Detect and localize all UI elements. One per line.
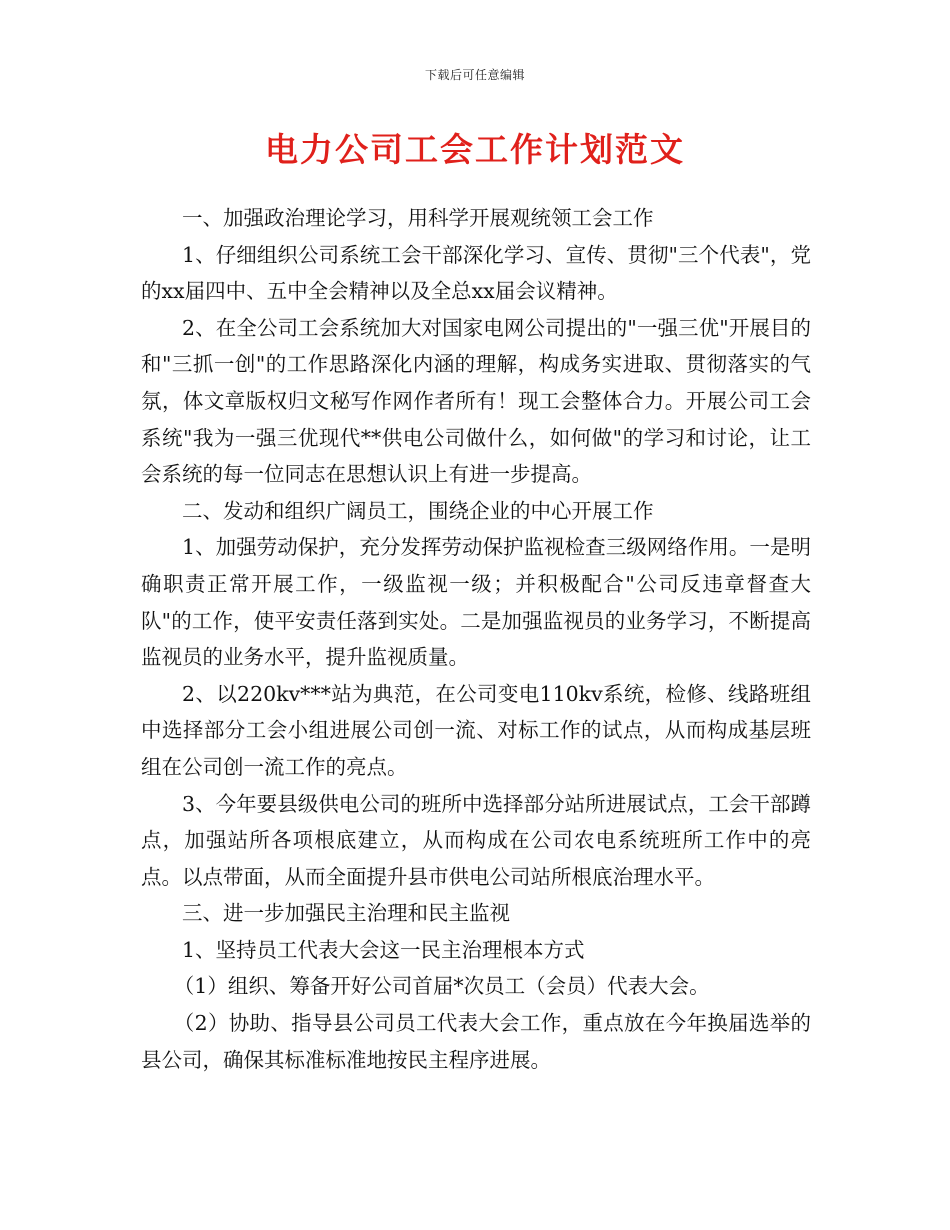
paragraph: 1、加强劳动保护，充分发挥劳动保护监视检查三级网络作用。一是明确职责正常开展工作，一级监视一级；并积极配合"公司反违章督查大队"的工作，使平安责任落到实处。二是加强监视员的业务学习，不断提高监视员的业务水平，提升监视质量。	[141, 535, 811, 670]
paragraph: 三、进一步加强民主治理和民主监视	[182, 901, 510, 926]
paragraph: （1）组织、筹备开好公司首届*次员工（会员）代表大会。	[173, 974, 710, 999]
paragraph: 1、仔细组织公司系统工会干部深化学习、宣传、贯彻"三个代表"，党的xx届四中、五中全会精神以及全总xx届会议精神。	[141, 242, 811, 304]
paragraph: 2、以220kv***站为典范，在公司变电110kv系统，检修、线路班组中选择部分工会小组进展公司创一流、对标工作的试点，从而构成基层班组在公司创一流工作的亮点。	[141, 681, 811, 779]
paragraph: 3、今年要县级供电公司的班所中选择部分站所进展试点，工会干部蹲点，加强站所各项根底建立，从而构成在公司农电系统班所工作中的亮点。以点带面，从而全面提升县市供电公司站所根底治理水平。	[141, 791, 811, 889]
paragraph: 二、发动和组织广阔员工，围绕企业的中心开展工作	[182, 498, 654, 523]
document-title: 电力公司工会工作计划范文	[265, 130, 685, 169]
paragraph: 一、加强政治理论学习，用科学开展观统领工会工作	[182, 206, 654, 230]
paragraph: （2）协助、指导县公司员工代表大会工作，重点放在今年换届选举的县公司，确保其标准标准地按民主程序进展。	[141, 1011, 811, 1072]
document-body	[141, 200, 811, 1078]
header-note: 下载后可任意编辑	[424, 68, 525, 82]
paragraph: 1、坚持员工代表大会这一民主治理根本方式	[182, 937, 585, 962]
paragraph: 2、在全公司工会系统加大对国家电网公司提出的"一强三优"开展目的和"三抓一创"的工作思路深化内涵的理解，构成务实进取、贯彻落实的气氛，体文章版权归文秘写作网作者所有！现工会整体合力。开展公司工会系统"我为一强三优现代**供电公司做什么，如何做"的学习和讨论，让工会系统的每一位同志在思想认识上有进一步提高。	[141, 315, 811, 487]
